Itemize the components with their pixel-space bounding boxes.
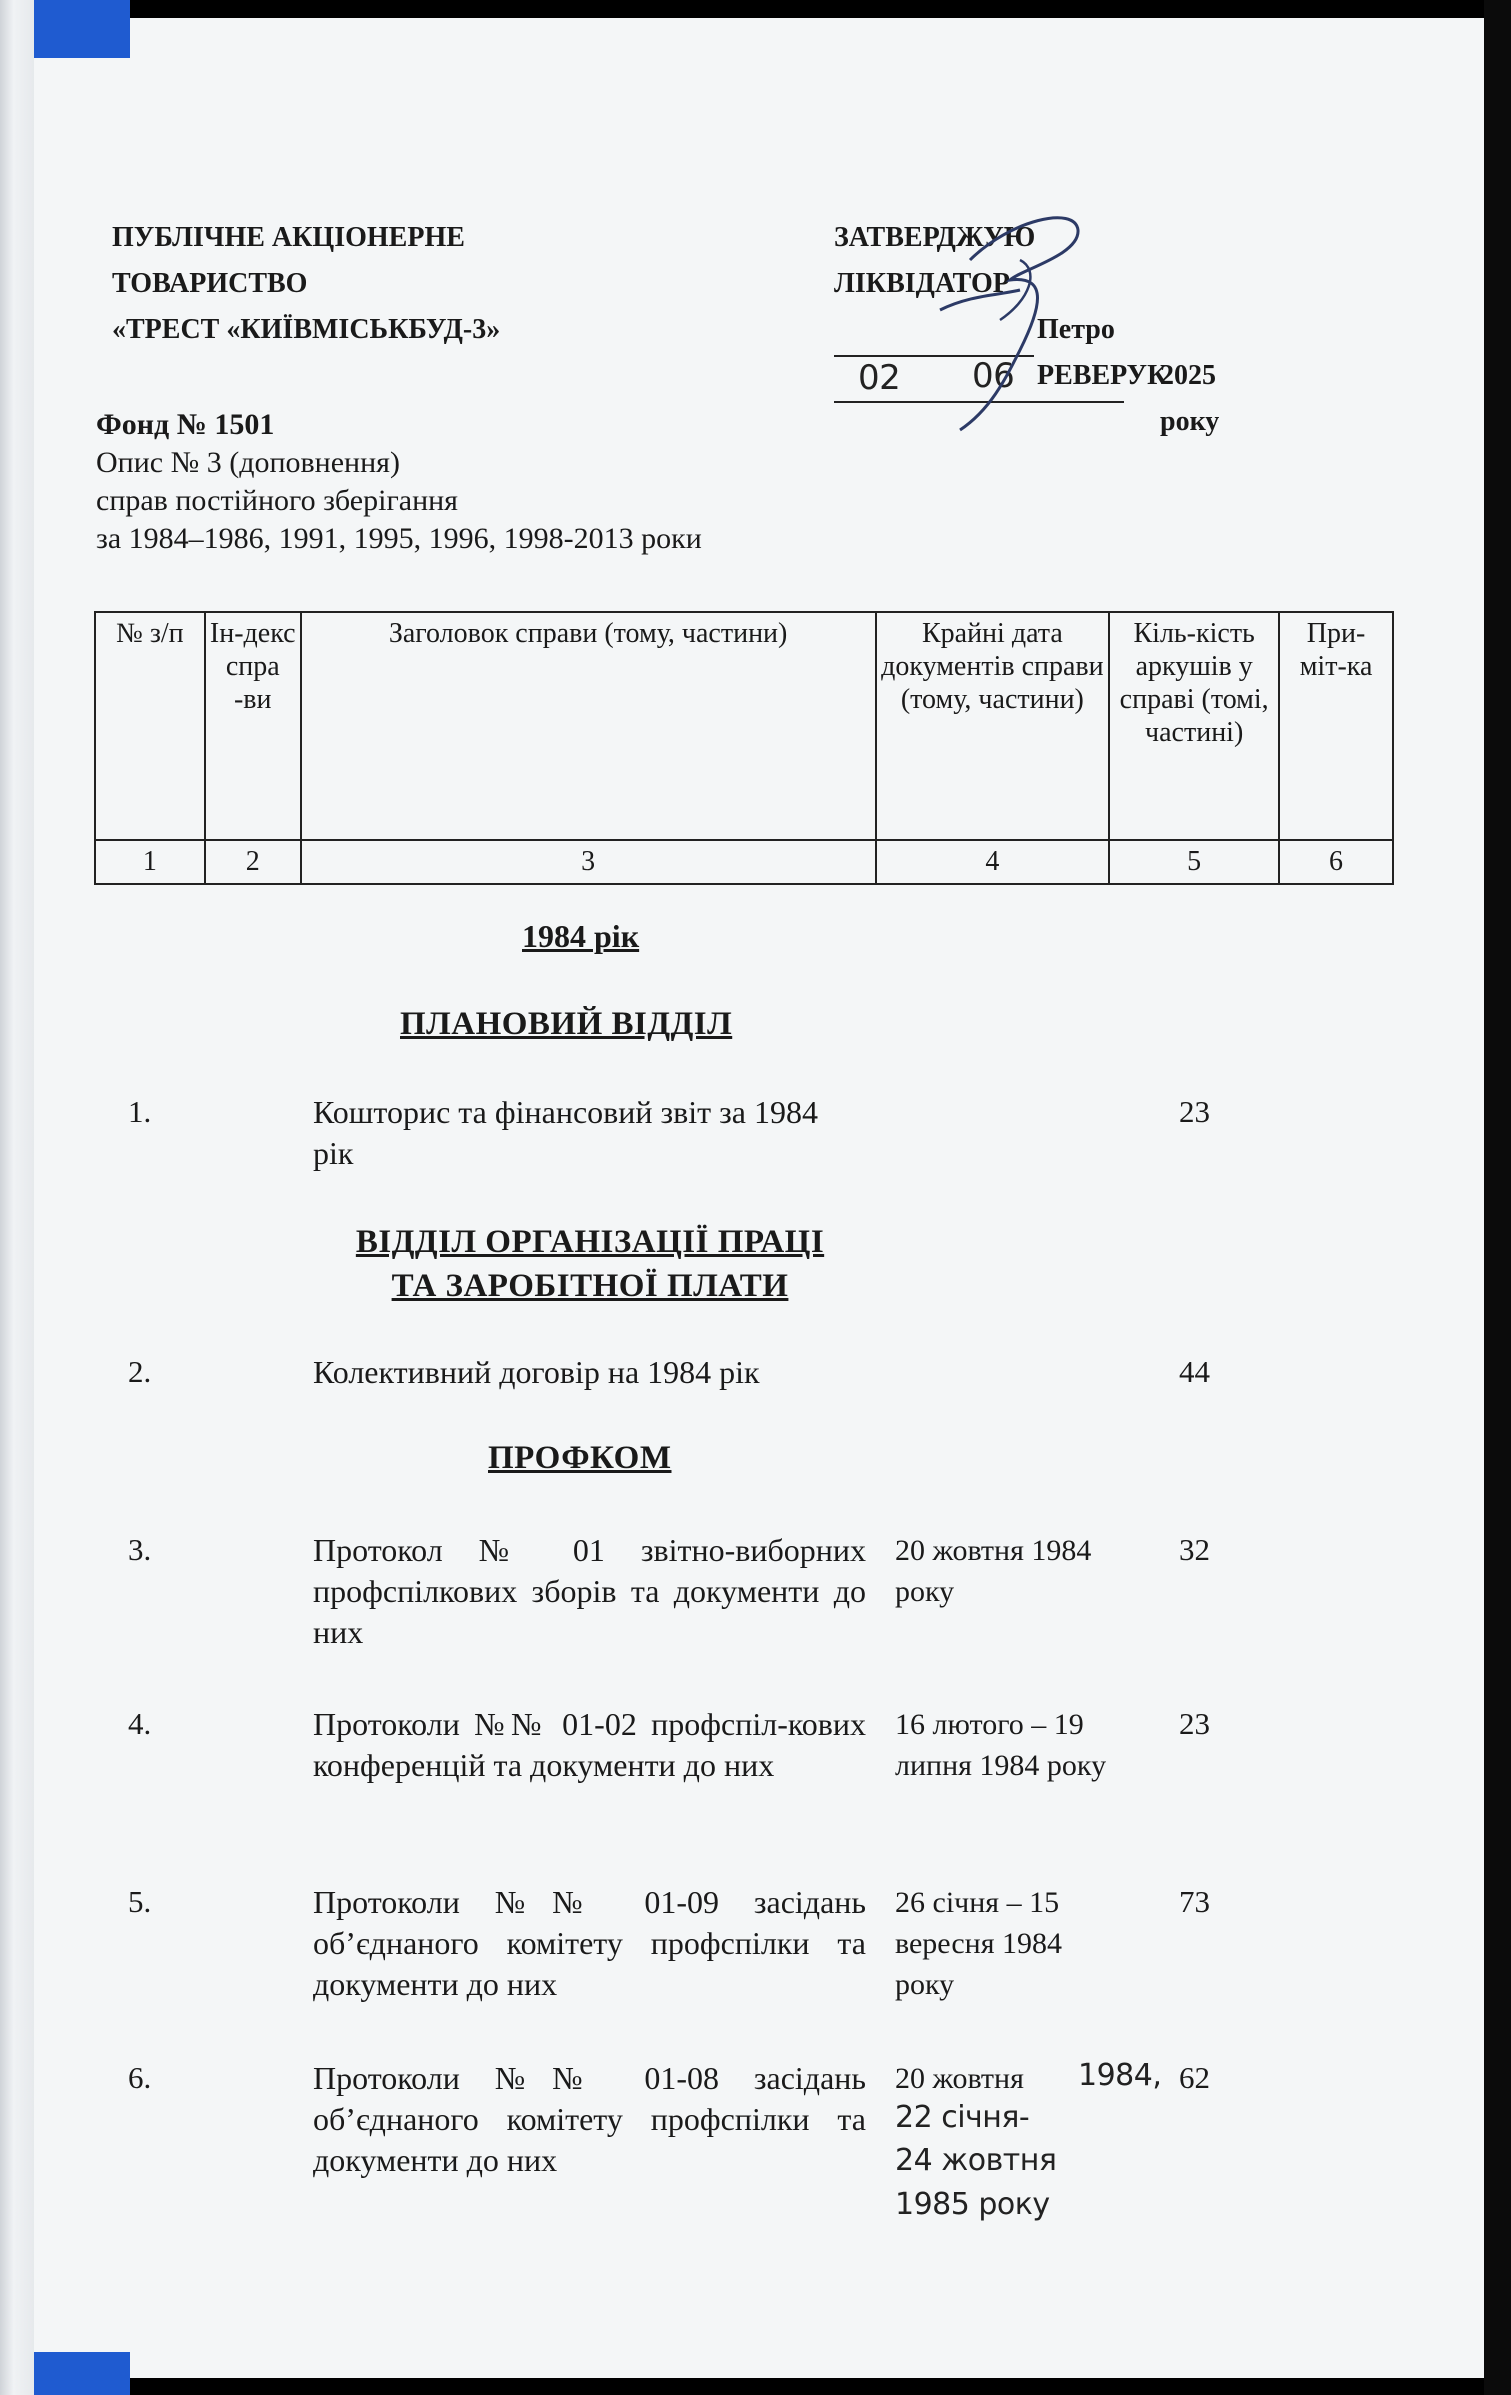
handwritten-month: 06 xyxy=(972,356,1015,396)
row-6-dates: 20 жовтня xyxy=(895,2062,1024,2095)
col-header-dates: Крайні дата документів справи (тому, частини) xyxy=(876,612,1110,840)
col-num-6: 6 xyxy=(1279,840,1393,884)
col-header-number: № з/п xyxy=(95,612,205,840)
section-labor-line-1: ВІДДІЛ ОРГАНІЗАЦІЇ ПРАЦІ xyxy=(355,1224,825,1260)
section-planning: ПЛАНОВИЙ ВІДДІЛ xyxy=(400,1006,733,1042)
row-3-number: 3. xyxy=(128,1532,152,1567)
row-6-title: Протоколи №№ 01-08 засідань об’єднаного комітету профспілки та документи до них xyxy=(313,2060,866,2178)
signer-name: Петро РЕВЕРУК xyxy=(1037,314,1168,391)
row-4-number: 4. xyxy=(128,1706,152,1741)
col-header-index: Ін-декс спра -ви xyxy=(205,612,301,840)
section-labor-line-2: ТА ЗАРОБІТНОЇ ПЛАТИ xyxy=(391,1268,789,1304)
row-3-dates: 20 жовтня 1984 року xyxy=(895,1534,1092,1608)
row-6-sheets: 62 xyxy=(1179,2060,1210,2095)
inventory-table-header xyxy=(94,611,1394,885)
row-3-sheets: 32 xyxy=(1179,1532,1210,1567)
handwritten-date-line-1: 22 січня- xyxy=(895,2100,1030,2135)
col-num-3: 3 xyxy=(301,840,876,884)
col-header-sheets: Кіль-кість аркушів у справі (томі, частині) xyxy=(1109,612,1279,840)
col-num-2: 2 xyxy=(205,840,301,884)
row-1-number: 1. xyxy=(128,1094,152,1129)
col-num-5: 5 xyxy=(1109,840,1279,884)
blue-tab-bottom xyxy=(34,2352,130,2395)
year-heading: 1984 рік xyxy=(522,918,640,954)
binder-spine xyxy=(0,0,34,2395)
fond-info xyxy=(96,406,702,558)
role-label: ЛІКВІДАТОР xyxy=(834,268,1010,299)
inventory-years: за 1984–1986, 1991, 1995, 1996, 1998-2013 роки xyxy=(96,522,702,555)
signature-icon xyxy=(900,200,1100,440)
org-line-2: ТОВАРИСТВО xyxy=(112,268,308,299)
row-2-number: 2. xyxy=(128,1354,152,1389)
approval-year: 2025 року xyxy=(1160,360,1220,437)
handwritten-day: 02 xyxy=(858,358,901,398)
row-4-sheets: 23 xyxy=(1179,1706,1210,1741)
approve-label: ЗАТВЕРДЖУЮ xyxy=(834,222,1036,253)
section-labor xyxy=(310,1220,870,1308)
scan-border xyxy=(1484,0,1511,2395)
organization-header xyxy=(112,215,500,353)
row-6-number: 6. xyxy=(128,2060,152,2095)
row-2-title: Колективний договір на 1984 рік xyxy=(313,1354,760,1390)
handwritten-date-line-2: 24 жовтня xyxy=(895,2143,1057,2178)
col-num-1: 1 xyxy=(95,840,205,884)
row-5-title: Протоколи №№ 01-09 засідань об’єднаного комітету профспілки та документи до них xyxy=(313,1884,866,2002)
row-5-dates: 26 січня – 15 вересня 1984 року xyxy=(895,1886,1063,2001)
col-num-4: 4 xyxy=(876,840,1110,884)
document-page xyxy=(34,18,1484,2378)
row-5-sheets: 73 xyxy=(1179,1884,1210,1919)
row-4-title: Протоколи №№ 01-02 профспіл-кових конференцій та документи до них xyxy=(313,1706,866,1783)
row-3-title: Протокол № 01 звітно-виборних профспілкових зборів та документи до них xyxy=(313,1532,866,1650)
inventory-number: Опис № 3 (доповнення) xyxy=(96,446,400,479)
org-line-3: «ТРЕСТ «КИЇВМІСЬКБУД-3» xyxy=(112,314,501,345)
row-5-number: 5. xyxy=(128,1884,152,1919)
col-header-notes: При-міт-ка xyxy=(1279,612,1393,840)
handwritten-date-line-3: 1985 року xyxy=(895,2187,1050,2222)
row-4-dates: 16 лютого – 19 липня 1984 року xyxy=(895,1708,1107,1782)
fond-number: Фонд № 1501 xyxy=(96,408,275,441)
blue-tab-top xyxy=(34,0,130,58)
storage-type: справ постійного зберігання xyxy=(96,484,458,517)
row-1-sheets: 23 xyxy=(1179,1094,1210,1129)
col-header-title: Заголовок справи (тому, частини) xyxy=(301,612,876,840)
handwritten-year-addition: 1984, xyxy=(1078,2058,1162,2093)
row-2-sheets: 44 xyxy=(1179,1354,1210,1389)
org-line-1: ПУБЛІЧНЕ АКЦІОНЕРНЕ xyxy=(112,222,465,253)
section-profkom: ПРОФКОМ xyxy=(488,1440,672,1476)
row-1-title: Кошторис та фінансовий звіт за 1984 рік xyxy=(313,1094,818,1171)
